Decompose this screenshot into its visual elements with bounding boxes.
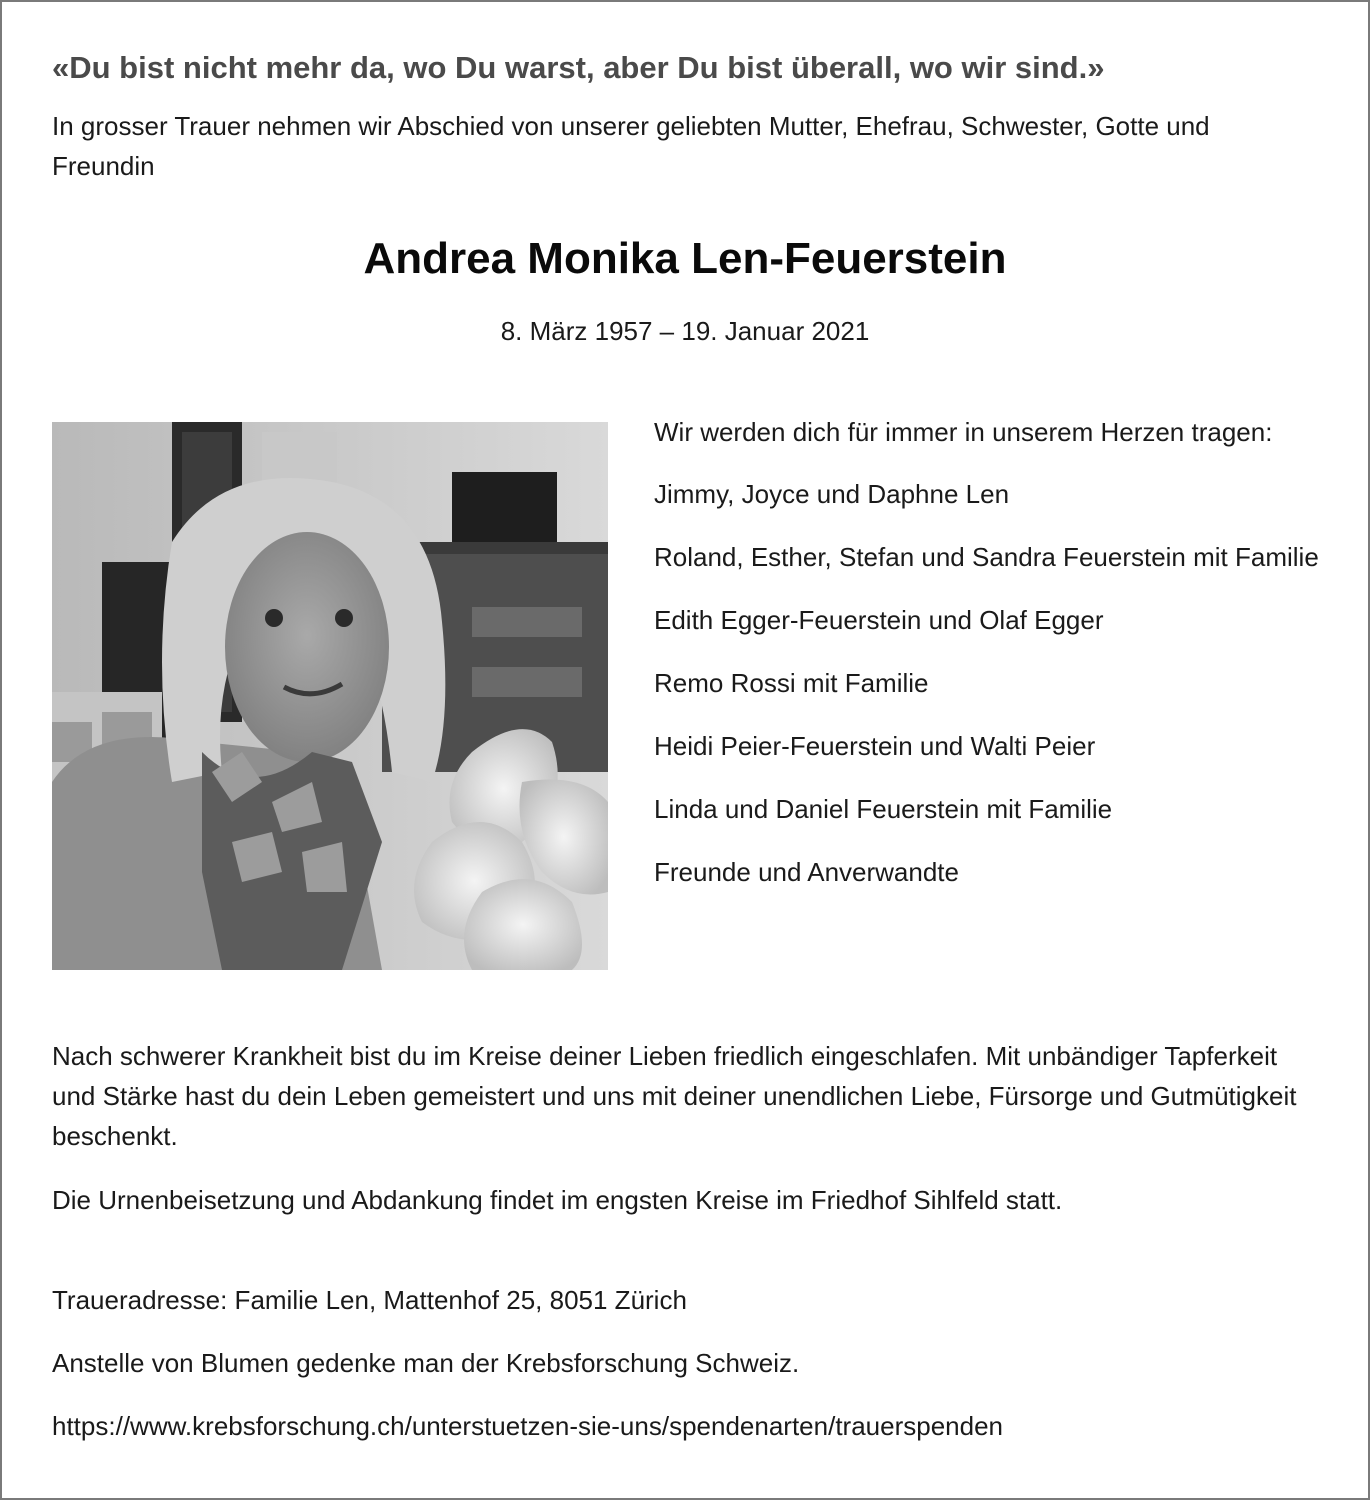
mourner-entry: Linda und Daniel Feuerstein mit Familie [654, 794, 1113, 824]
mourners-lead: Wir werden dich für immer in unserem Herzen tragen: [654, 417, 1273, 447]
life-dates: 8. März 1957 – 19. Januar 2021 [500, 316, 870, 346]
donation-url: https://www.krebsforschung.ch/unterstuetzen-sie-uns/spendenarten/trauerspenden [52, 1411, 1003, 1441]
intro-text: In grosser Trauer nehmen wir Abschied von unserer geliebten Mutter, Ehefrau, Schwester, Gotte und Freundin [52, 111, 1210, 181]
mourner-entry: Roland, Esther, Stefan und Sandra Feuerstein mit Familie [654, 542, 1319, 572]
mourner-entry: Remo Rossi mit Familie [654, 668, 929, 698]
mourning-address: Traueradresse: Familie Len, Mattenhof 25, 8051 Zürich [52, 1285, 687, 1315]
ceremony-info: Die Urnenbeisetzung und Abdankung findet im engsten Kreise im Friedhof Sihlfeld statt. [52, 1185, 1063, 1215]
mourner-entry: Edith Egger-Feuerstein und Olaf Egger [654, 605, 1104, 635]
mourner-entry: Jimmy, Joyce und Daphne Len [654, 479, 1010, 509]
mourners-section [654, 412, 1334, 915]
mourner-entry: Heidi Peier-Feuerstein und Walti Peier [654, 731, 1096, 761]
deceased-name: Andrea Monika Len-Feuerstein [363, 234, 1007, 283]
portrait-photo [52, 422, 608, 970]
farewell-paragraph: Nach schwerer Krankheit bist du im Kreise deiner Lieben friedlich eingeschlafen. Mit unbändiger Tapferkeit und Stärke hast du dein Leben gemeistert und uns mit deiner unendlichen Liebe, Fürsorge und Gutmütigkeit beschenkt. [52, 1041, 1297, 1151]
mourner-entry: Freunde und Anverwandte [654, 857, 959, 887]
memorial-quote: «Du bist nicht mehr da, wo Du warst, aber Du bist überall, wo wir sind.» [52, 50, 1105, 85]
donation-note: Anstelle von Blumen gedenke man der Krebsforschung Schweiz. [52, 1348, 800, 1378]
